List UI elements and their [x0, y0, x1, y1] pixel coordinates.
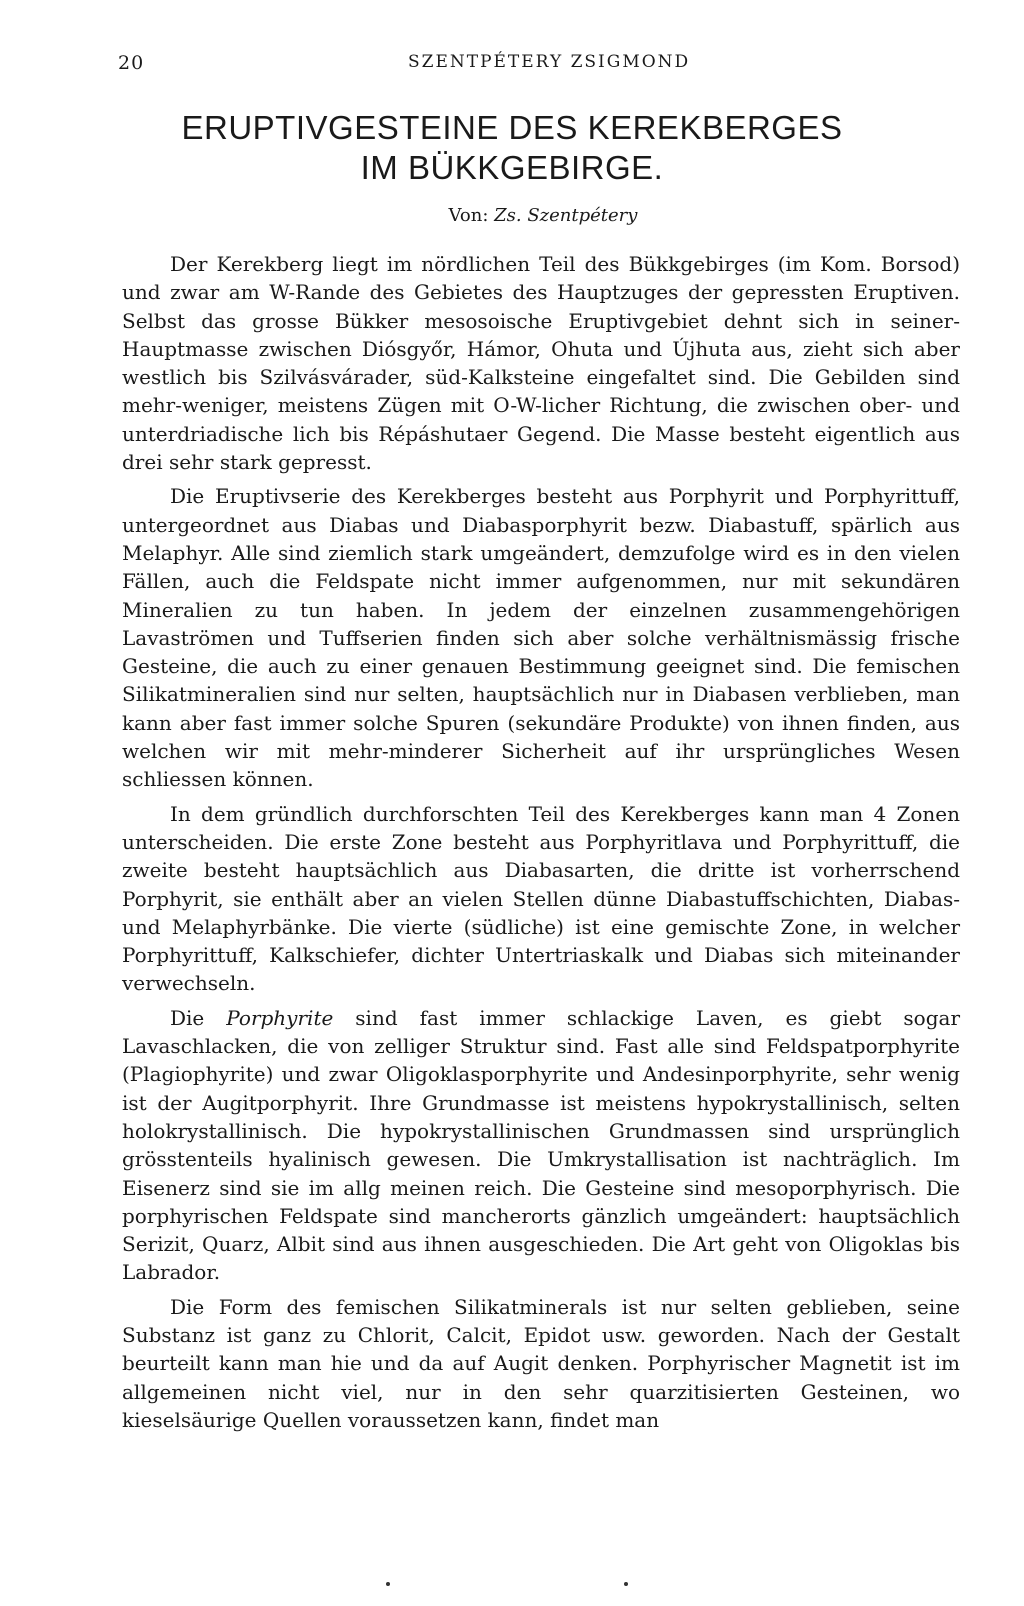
running-header: [0, 52, 1024, 82]
speck-dot: [386, 1582, 390, 1586]
paragraph-3: In dem gründlich durchforschten Teil des Kerekberges kann man 4 Zonen unterscheiden. Die erste Zone besteht aus Porphyritlava und Porphyrittuff, die zweite besteht hauptsächlich aus Diabasarten, die dritte ist vorherrschend Porphyrit, sie enthält aber an vielen Stellen dünne Diabastuffschichten, Diabas- und Melaphyrbänke. Die vierte (südliche) ist eine gemischte Zone, in welcher Porphyrittuff, Kalkschiefer, dichter Untertriaskalk und Diabas sich miteinander verwechseln.: [122, 801, 960, 996]
paragraph-4-lead: Die: [170, 1005, 227, 1030]
article-body: [122, 250, 960, 1434]
footer-specks: [0, 1582, 1024, 1592]
byline: [0, 204, 1024, 228]
byline-prefix: Von:: [448, 205, 489, 226]
byline-author: Zs. Szentpétery: [494, 205, 638, 226]
article-title-block: [0, 108, 1024, 228]
speck-dot: [624, 1582, 628, 1586]
paragraph-4-emphasis: Porphyrite: [226, 1005, 334, 1030]
paragraph-5: Die Form des femischen Silikatminerals ist nur selten geblieben, seine Substanz ist ganz zu Chlorit, Calcit, Epidot usw. geworden. Nach der Gestalt beurteilt kann man hie und da auf Augit denken. Porphyrischer Magnetit ist im allgemeinen nicht viel, nur in den sehr quarzitisierten Gesteinen, wo kieselsäurige Quellen voraussetzen kann, findet man: [122, 1294, 960, 1432]
paragraph-4-text: sind fast immer schlackige Laven, es giebt sogar Lavaschlacken, die von zelliger Struktur sind. Fast alle sind Feldspatporphyrite (Plagiophyrite) und zwar Oligoklasporphyrite und Andesinporphyrite, sehr wenig ist der Augitporphyrit. Ihre Grundmasse ist meistens hypokrystallinisch, selten holokrystallinisch. Die hypokrystallinischen Grundmassen sind ursprünglich grösstenteils hyalinisch gewesen. Die Umkrystallisation ist nachträglich. Im Eisenerz sind sie im allg meinen reich. Die Gesteine sind mesoporphyrisch. Die porphyrischen Feldspate sind mancherorts gänzlich umgeändert: hauptsächlich Serizit, Quarz, Albit sind aus ihnen ausgeschieden. Die Art geht von Oligoklas bis Labrador.: [122, 1005, 961, 1285]
paragraph-4: [122, 1004, 960, 1287]
paragraph-2: Die Eruptivserie des Kerekberges besteht aus Porphyrit und Porphyrittuff, untergeordnet aus Diabas und Diabasporphyrit bezw. Diabastuff, spärlich aus Melaphyr. Alle sind ziemlich stark umgeändert, demzufolge wird es in den vielen Fällen, auch die Feldspate nicht immer aufgenommen, nur mit sekundären Mineralien zu tun haben. In jedem der einzelnen zusammengehörigen Lavaströmen und Tuffserien finden sich aber solche verhältnismässig frische Gesteine, die auch zu einer genauen Bestimmung geeignet sind. Die femischen Silikatmineralien sind nur selten, hauptsächlich nur in Diabasen verblieben, man kann aber fast immer solche Spuren (sekundäre Produkte) von ihnen finden, aus welchen wir mit mehr-minderer Sicherheit auf ihr ursprüngliches Wesen schliessen können.: [122, 484, 960, 792]
page-number: 20: [118, 52, 145, 74]
paragraph-1: Der Kerekberg liegt im nördlichen Teil des Bükkgebirges (im Kom. Borsod) und zwar am W-Rande des Gebietes des Hauptzuges der gepressten Eruptiven. Selbst das grosse Bükker mesosoische Eruptivgebiet dehnt sich in seiner-Hauptmasse zwischen Diósgyőr, Hámor, Ohuta und Újhuta aus, zieht sich aber westlich bis Szilvásvárader, süd-Kalksteine eingefaltet sind. Die Gebilden sind mehr-weniger, meistens Zügen mit O-W-licher Richtung, die zwischen ober- und unterdriadische lich bis Répáshutaer Gegend. Die Masse besteht eigentlich aus drei sehr stark gepresst.: [122, 252, 960, 475]
running-head: SZENTPÉTERY ZSIGMOND: [408, 52, 691, 72]
article-title-line-1: ERUPTIVGESTEINE DES KEREKBERGES: [181, 109, 843, 146]
article-title-line-2: IM BÜKKGEBIRGE.: [360, 149, 664, 186]
